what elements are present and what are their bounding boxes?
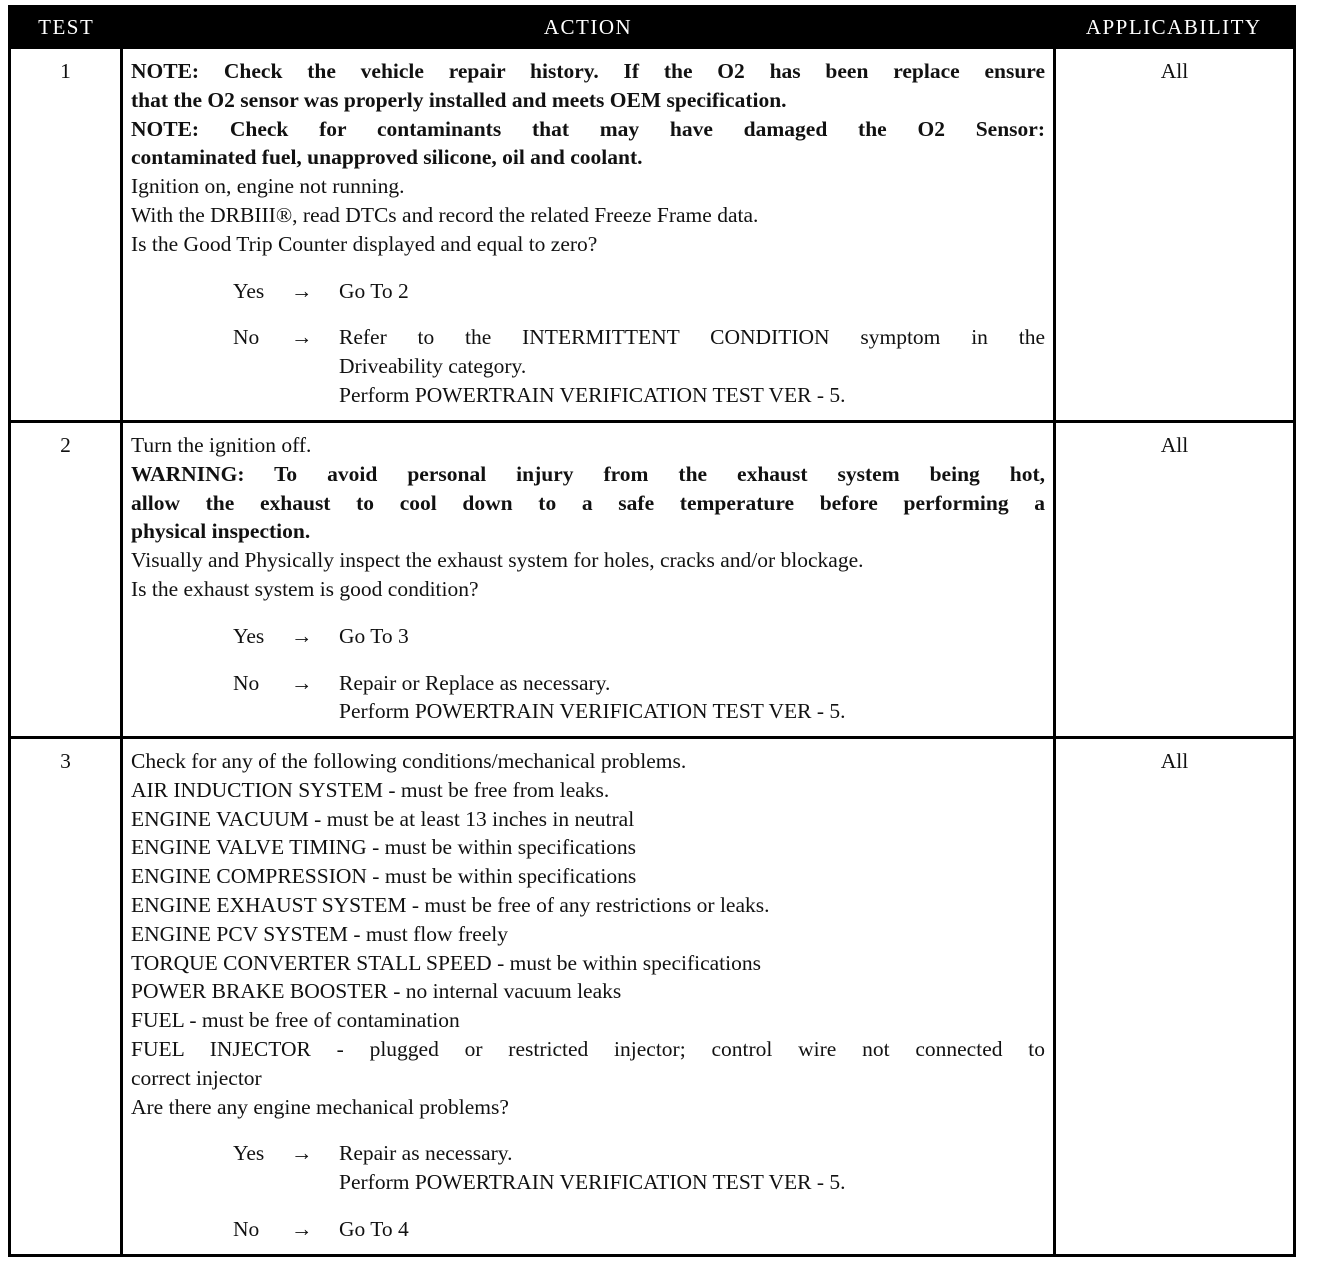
condition-line: AIR INDUCTION SYSTEM - must be free from leaks. xyxy=(131,777,610,802)
note-line: NOTE: Check the vehicle repair history. If the O2 has been replace ensure xyxy=(131,59,1045,83)
instruction-line: Turn the ignition off. xyxy=(131,433,312,457)
yes-branch xyxy=(233,622,1045,651)
condition-line: POWER BRAKE BOOSTER - no internal vacuum leaks xyxy=(131,979,622,1004)
yes-result: Perform POWERTRAIN VERIFICATION TEST VER - 5. xyxy=(339,1170,846,1195)
no-branch xyxy=(233,1215,1045,1244)
condition-line: ENGINE VALVE TIMING - must be within specifications xyxy=(131,835,636,860)
instruction-line: Check for any of the following conditions/mechanical problems. xyxy=(131,749,687,773)
condition-line: TORQUE CONVERTER STALL SPEED - must be within specifications xyxy=(131,950,761,975)
yes-label: Yes xyxy=(233,623,265,648)
header-action: ACTION xyxy=(122,7,1055,48)
header-row xyxy=(10,7,1295,48)
note-line: that the O2 sensor was properly installed and meets OEM specification. xyxy=(131,87,787,112)
no-branch xyxy=(233,669,1045,727)
note-line: contaminated fuel, unapproved silicone, oil and coolant. xyxy=(131,145,643,170)
condition-line: FUEL INJECTOR - plugged or restricted injector; control wire not connected to xyxy=(131,1036,1045,1061)
test-number: 3 xyxy=(10,738,122,1256)
arrow-icon: → xyxy=(291,278,313,303)
yes-result: Go To 3 xyxy=(339,623,409,648)
instruction-line: Ignition on, engine not running. xyxy=(131,174,405,199)
yes-label: Yes xyxy=(233,1141,265,1166)
yes-branch xyxy=(233,1139,1045,1197)
test-number: 2 xyxy=(10,422,122,738)
yes-label: Yes xyxy=(233,278,265,303)
warning-line: WARNING: To avoid personal injury from the exhaust system being hot, xyxy=(131,461,1045,486)
no-result: Refer to the INTERMITTENT CONDITION symptom in the xyxy=(339,325,1045,350)
no-result: Go To 4 xyxy=(339,1216,409,1241)
condition-line: FUEL - must be free of contamination xyxy=(131,1008,460,1033)
arrow-icon: → xyxy=(291,670,313,695)
diagnostic-table xyxy=(8,5,1296,1257)
note-line: NOTE: Check for contaminants that may have damaged the O2 Sensor: xyxy=(131,116,1045,141)
warning-line: allow the exhaust to cool down to a safe temperature before performing a xyxy=(131,490,1045,515)
no-result: Repair or Replace as necessary. xyxy=(339,670,611,695)
arrow-icon: → xyxy=(291,1216,313,1241)
test-row-3 xyxy=(10,738,1295,1256)
question-line: Is the exhaust system is good condition? xyxy=(131,576,479,601)
test-row-2 xyxy=(10,422,1295,738)
yes-result: Go To 2 xyxy=(339,278,409,303)
test-number: 1 xyxy=(10,48,122,422)
header-test: TEST xyxy=(10,7,122,48)
no-result: Perform POWERTRAIN VERIFICATION TEST VER - 5. xyxy=(339,699,846,724)
question-line: Is the Good Trip Counter displayed and equal to zero? xyxy=(131,231,598,256)
yes-branch xyxy=(233,277,1045,306)
question-line: Are there any engine mechanical problems? xyxy=(131,1094,509,1119)
instruction-line: With the DRBIII®, read DTCs and record the related Freeze Frame data. xyxy=(131,202,759,227)
no-label: No xyxy=(233,325,260,350)
no-result: Driveability category. xyxy=(339,354,527,379)
applicability-value: All xyxy=(1055,422,1295,738)
header-applicability: APPLICABILITY xyxy=(1055,7,1295,48)
no-result: Perform POWERTRAIN VERIFICATION TEST VER - 5. xyxy=(339,382,846,407)
yes-result: Repair as necessary. xyxy=(339,1141,513,1166)
arrow-icon: → xyxy=(291,325,313,350)
condition-line: ENGINE PCV SYSTEM - must flow freely xyxy=(131,921,509,946)
arrow-icon: → xyxy=(291,623,313,648)
action-cell xyxy=(122,738,1055,1256)
warning-line: physical inspection. xyxy=(131,519,311,544)
condition-line: ENGINE COMPRESSION - must be within specifications xyxy=(131,864,637,889)
applicability-value: All xyxy=(1055,738,1295,1256)
condition-line: ENGINE EXHAUST SYSTEM - must be free of any restrictions or leaks. xyxy=(131,892,770,917)
condition-line: correct injector xyxy=(131,1065,262,1090)
no-label: No xyxy=(233,1216,260,1241)
applicability-value: All xyxy=(1055,48,1295,422)
no-branch xyxy=(233,323,1045,409)
action-cell xyxy=(122,48,1055,422)
condition-line: ENGINE VACUUM - must be at least 13 inches in neutral xyxy=(131,806,635,831)
arrow-icon: → xyxy=(291,1141,313,1166)
action-cell xyxy=(122,422,1055,738)
test-row-1 xyxy=(10,48,1295,422)
instruction-line: Visually and Physically inspect the exhaust system for holes, cracks and/or blockage. xyxy=(131,548,864,573)
no-label: No xyxy=(233,670,260,695)
